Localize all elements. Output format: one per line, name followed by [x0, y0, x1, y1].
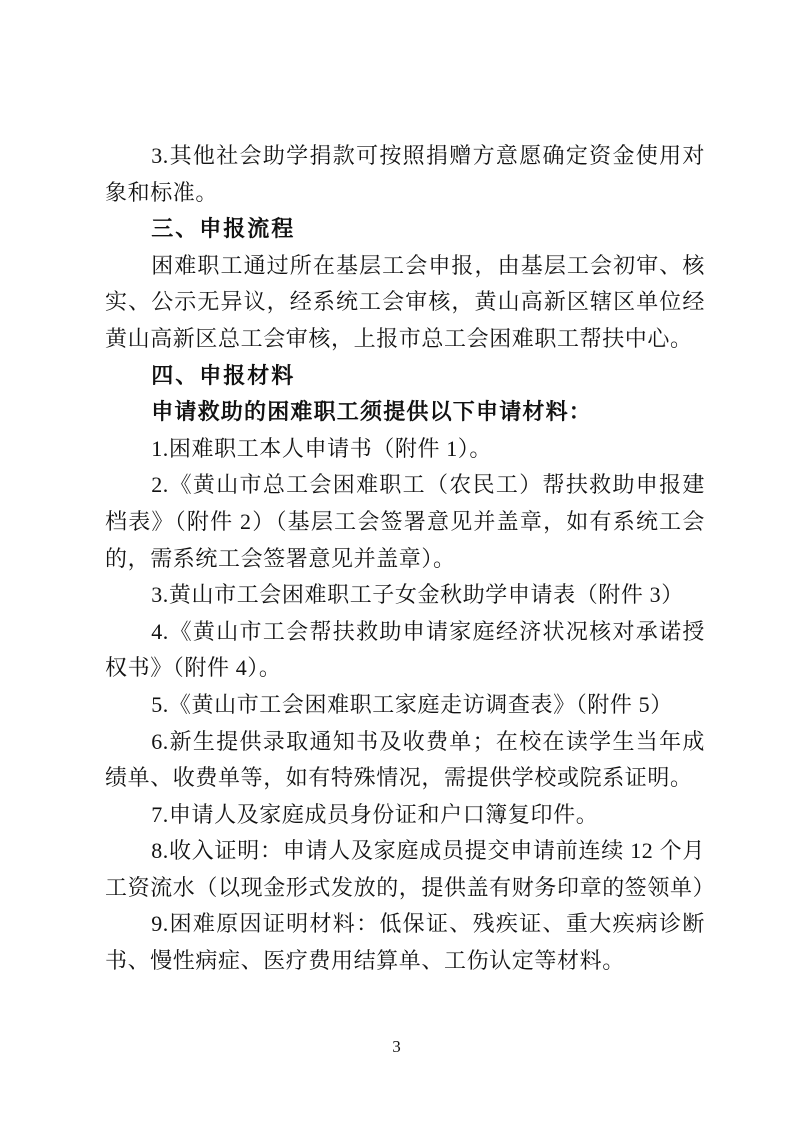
paragraph: 三、申报流程	[151, 216, 296, 242]
document-body	[105, 138, 716, 980]
paragraph: 申请救助的困难职工须提供以下申请材料：	[151, 399, 592, 425]
paragraph: 四、申报材料	[151, 362, 296, 388]
paragraph: 2.《黄山市总工会困难职工（农民工）帮扶救助申报建档表》（附件 2）（基层工会签署意见并盖章，如有系统工会的，需系统工会签署意见并盖章）。	[105, 472, 705, 571]
paragraph: 9.困难原因证明材料：低保证、残疾证、重大疾病诊断书、慢性病症、医疗费用结算单、工伤认定等材料。	[105, 911, 705, 974]
paragraph: 困难职工通过所在基层工会申报，由基层工会初审、核实、公示无异议，经系统工会审核，黄山高新区辖区单位经黄山高新区总工会审核，上报市总工会困难职工帮扶中心。	[105, 252, 705, 351]
paragraph: 4.《黄山市工会帮扶救助申请家庭经济状况核对承诺授权书》（附件 4）。	[105, 618, 705, 681]
paragraph: 6.新生提供录取通知书及收费单；在校在读学生当年成绩单、收费单等，如有特殊情况，需提供学校或院系证明。	[105, 728, 705, 791]
paragraph: 3.其他社会助学捐款可按照捐赠方意愿确定资金使用对象和标准。	[105, 143, 705, 205]
paragraph: 8.收入证明：申请人及家庭成员提交申请前连续 12 个月工资流水（以现金形式发放的，提供盖有财务印章的签领单）	[105, 838, 716, 900]
page-number: 3	[392, 1037, 401, 1056]
paragraph: 1.困难职工本人申请书（附件 1）。	[151, 435, 492, 461]
paragraph: 3.黄山市工会困难职工子女金秋助学申请表（附件 3）	[151, 582, 684, 608]
paragraph: 7.申请人及家庭成员身份证和户口簿复印件。	[151, 801, 599, 827]
paragraph: 5.《黄山市工会困难职工家庭走访调查表》（附件 5）	[151, 691, 673, 717]
